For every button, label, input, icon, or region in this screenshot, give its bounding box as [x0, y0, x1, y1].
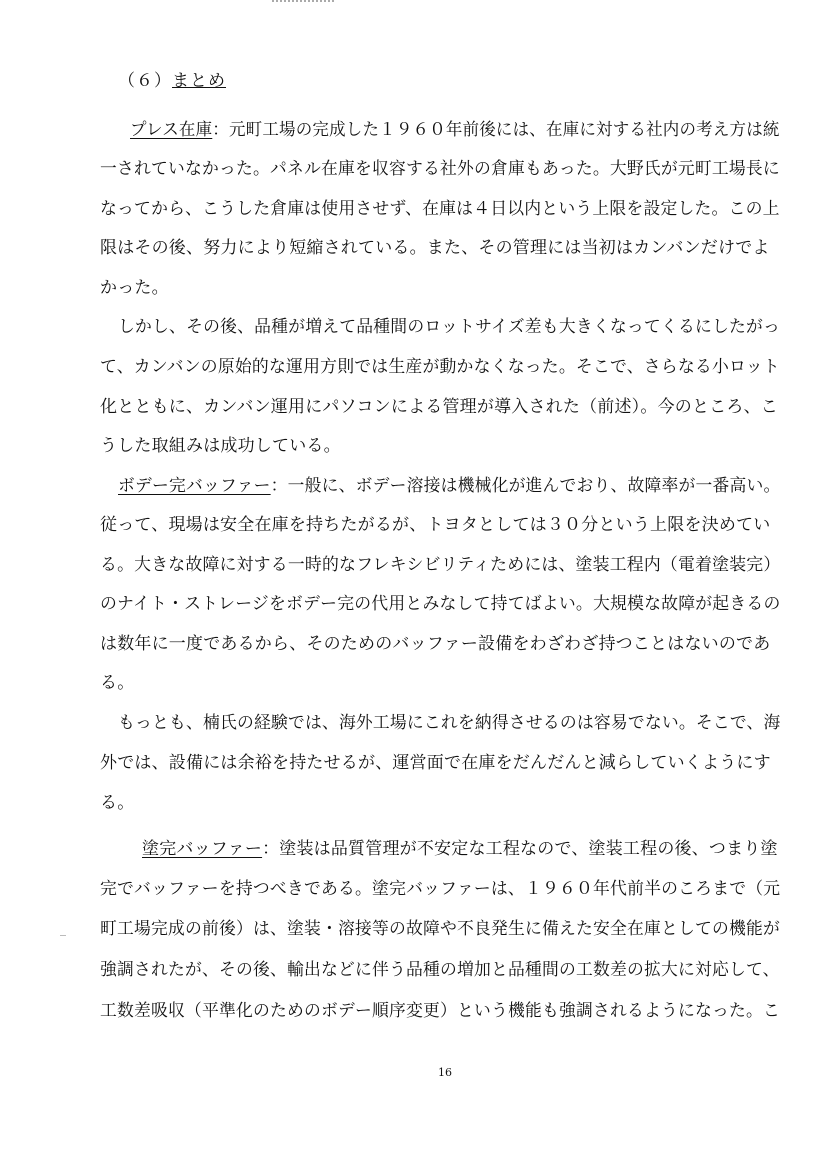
- paragraph-1-line-1: プレス在庫：元町工場の完成した１９６０年前後には、在庫に対する社内の考え方は統: [130, 120, 780, 140]
- paragraph-5-line-2: 完でバッファーを持つべきである。塗完バッファーは、１９６０年代前半のころまで（元: [100, 879, 781, 899]
- paragraph-1-line-5: かった。: [100, 278, 169, 298]
- body-buffer-label: ボデー完バッファー: [118, 476, 271, 496]
- paragraph-3-line-6: る。: [100, 673, 135, 693]
- paragraph-3-line-4: のナイト・ストレージをボデー完の代用とみなして持てばよい。大規模な故障が起きるの: [100, 594, 781, 614]
- paragraph-1-line-4: 限はその後、努力により短縮されている。また、その管理には当初はカンバンだけでよ: [100, 238, 770, 258]
- paint-buffer-label: 塗完バッファー: [142, 839, 263, 859]
- paragraph-3-line-3: る。大きな故障に対する一時的なフレキシビリティためには、塗装工程内（電着塗装完）: [100, 555, 781, 575]
- paragraph-3-line-1: ボデー完バッファー：一般に、ボデー溶接は機械化が進んでおり、故障率が一番高い。: [118, 476, 781, 496]
- paragraph-1-line-3: なってから、こうした倉庫は使用させず、在庫は４日以内という上限を設定した。この上: [100, 199, 780, 219]
- paragraph-2-line-1: しかし、その後、品種が増えて品種間のロットサイズ差も大きくなってくるにしたがっ: [118, 317, 781, 337]
- section-number: （６）: [118, 71, 172, 91]
- paragraph-5-line-5: 工数差吸収（平準化のためのボデー順序変更）という機能も強調されるようになった。こ: [100, 1001, 781, 1021]
- paragraph-4-line-2: 外では、設備には余裕を持たせるが、運営面で在庫をだんだんと減らしていくようにす: [100, 753, 771, 773]
- paragraph-5-line-3: 町工場完成の前後）は、塗装・溶接等の故障や不良発生に備えた安全在庫としての機能が: [100, 919, 781, 939]
- paragraph-3-line-2: 従って、現場は安全在庫を持ちたがるが、トヨタとしては３０分という上限を決めてい: [100, 515, 771, 535]
- paragraph-2-line-3: 化とともに、カンバン運用にパソコンによる管理が導入された（前述）。今のところ、こ: [100, 397, 778, 417]
- press-inventory-label: プレス在庫: [130, 120, 213, 140]
- paragraph-1-line-2: 一されていなかった。パネル在庫を収容する社外の倉庫もあった。大野氏が元町工場長に: [100, 159, 780, 179]
- scan-mark: [272, 0, 334, 6]
- paragraph-4-line-1: もっとも、楠氏の経験では、海外工場にこれを納得させるのは容易でない。そこで、海: [118, 713, 781, 733]
- paragraph-5-line-4: 強調されたが、その後、輸出などに伴う品種の増加と品種間の工数差の拡大に対応して、: [100, 960, 780, 980]
- paragraph-2-line-4: うした取組みは成功している。: [100, 436, 341, 456]
- paragraph-2-line-2: て、カンバンの原始的な運用方則では生産が動かなくなった。そこで、さらなる小ロット: [100, 357, 780, 377]
- paragraph-4-line-3: る。: [100, 793, 135, 813]
- section-heading: [118, 66, 226, 91]
- section-title: まとめ: [172, 71, 226, 91]
- scan-mark-left: [60, 935, 66, 936]
- paragraph-5-line-1: 塗完バッファー：塗装は品質管理が不安定な工程なので、塗装工程の後、つまり塗: [142, 839, 778, 859]
- page-number: 16: [438, 1066, 452, 1079]
- paragraph-3-line-5: は数年に一度であるから、そのためのバッファー設備をわざわざ持つことはないのであ: [100, 634, 771, 654]
